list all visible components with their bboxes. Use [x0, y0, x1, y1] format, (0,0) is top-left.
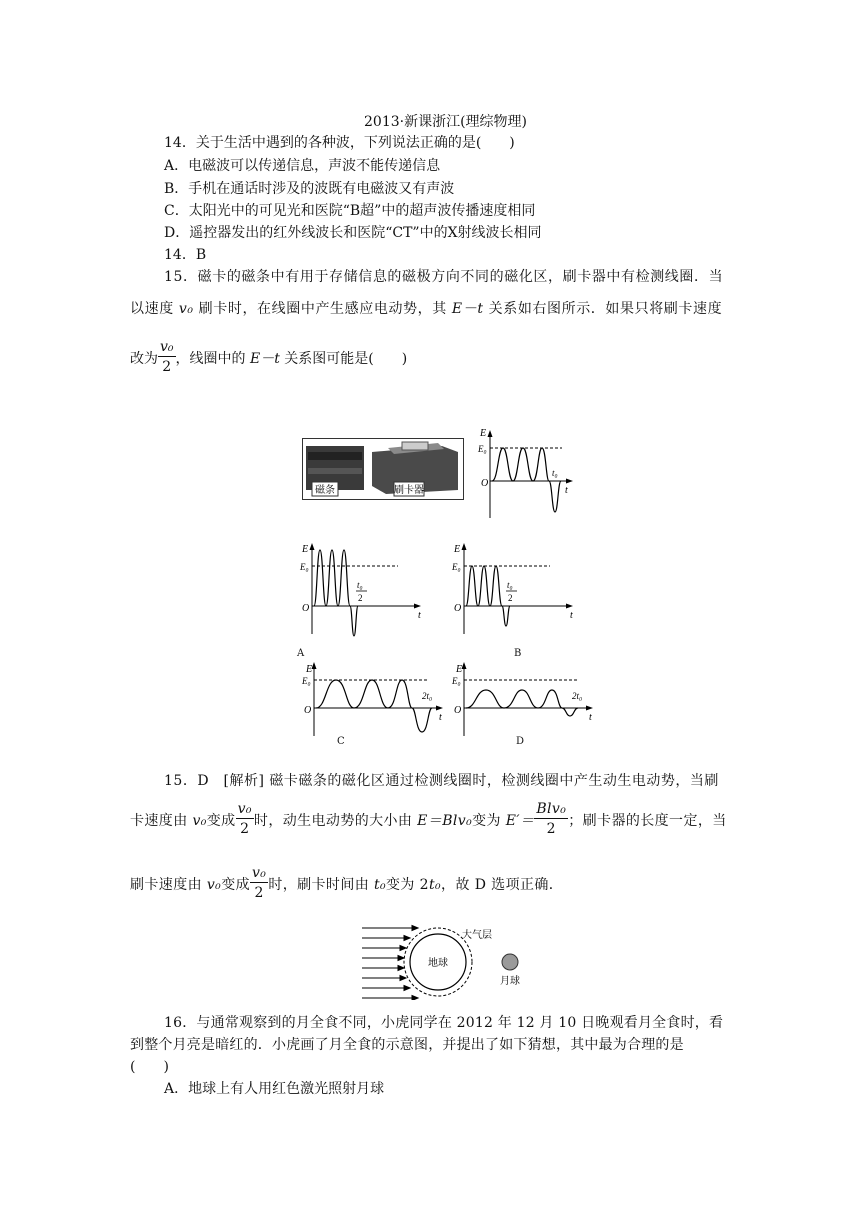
question-stem: 16．与通常观察到的月全食不同，小虎同学在 2012 年 12 月 10 日晚观看月全食时，看 — [164, 1015, 724, 1031]
question-stem: 14．关于生活中遇到的各种波，下列说法正确的是( ) — [164, 135, 515, 151]
question-stem-line-2: 到整个月亮是暗红的．小虎画了月全食的示意图，并提出了如下猜想，其中最为合理的是 — [130, 1037, 684, 1053]
tick-2t0: 2t₀ — [422, 691, 433, 701]
text: ，线圈中的 — [175, 351, 250, 367]
axis-e0-label: E₀ — [302, 676, 311, 686]
fraction-v0-over-2 — [250, 866, 268, 900]
tick-2t0: 2t₀ — [572, 691, 583, 701]
text: 变成 — [206, 813, 236, 829]
option-d: D．遥控器发出的红外线波长和医院“CT”中的X射线波长相同 — [164, 225, 542, 241]
text: 变为 — [472, 813, 506, 829]
denominator: 2 — [162, 359, 172, 375]
page-title: 2013·新课浙江(理综物理) — [364, 114, 528, 130]
text: 刷卡速度由 — [130, 877, 207, 893]
variable-t0: t₀ — [429, 877, 442, 893]
question-stem-line-2 — [130, 298, 722, 318]
fraction-blv0-over-2 — [534, 802, 568, 836]
option-c-graph — [298, 660, 448, 738]
axis-e0-label: E₀ — [478, 444, 487, 454]
option-b-graph — [450, 540, 580, 658]
card-reader-photo — [302, 438, 464, 500]
text: 改为 — [130, 351, 158, 367]
axis-t-label: t — [418, 610, 421, 621]
equation-e-prime: E′＝ — [505, 813, 535, 829]
axis-e0-label: E₀ — [452, 562, 461, 572]
axis-t-label: t — [589, 712, 592, 723]
label-magnetic-strip: 磁条 — [315, 485, 335, 496]
atmosphere-label: 大气层 — [462, 930, 492, 941]
solution-line-1: 15．D [解析] 磁卡磁条的磁化区通过检测线圈时，检测线圈中产生动生电动势，当刷 — [164, 773, 719, 789]
text: 卡速度由 — [130, 813, 193, 829]
axis-t-label: t — [570, 610, 573, 621]
origin-label: O — [454, 603, 462, 614]
fraction-v0-over-2 — [236, 802, 254, 836]
axis-e-label: E — [456, 664, 463, 675]
text: ，故 D 选项正确． — [441, 877, 564, 893]
axis-e0-label: E₀ — [300, 562, 309, 572]
text: ；刷卡器的长度一定，当 — [568, 813, 727, 829]
option-a-graph — [298, 540, 428, 658]
caption-d: D — [516, 736, 525, 747]
caption-a: A — [297, 648, 305, 659]
option-a: A．地球上有人用红色激光照射月球 — [164, 1081, 385, 1097]
tick-denominator: 2 — [508, 593, 513, 603]
origin-label: O — [302, 603, 310, 614]
text: 关系如右图所示．如果只将刷卡速度 — [483, 301, 723, 317]
axis-e0-label: E₀ — [452, 676, 461, 686]
earth-label: 地球 — [428, 958, 448, 969]
numerator: v₀ — [252, 865, 267, 881]
variable-e: E — [249, 351, 261, 367]
numerator: Blv₀ — [536, 801, 567, 817]
tick-denominator: 2 — [358, 593, 363, 603]
axis-t-label: t — [439, 712, 442, 723]
question-stem-line-3: ( ) — [130, 1059, 169, 1075]
axis-e-label: E — [480, 428, 487, 439]
origin-label: O — [304, 705, 312, 716]
axis-e-label: E — [302, 544, 309, 555]
text: 变成 — [221, 877, 250, 893]
solution-line-2 — [130, 801, 727, 838]
variable-v0: v₀ — [192, 813, 207, 829]
axis-e-label: E — [454, 544, 461, 555]
variable-t0: t₀ — [373, 877, 387, 893]
caption-c: C — [337, 736, 345, 747]
variable-t: －t — [462, 301, 484, 317]
fraction-v0-over-2 — [158, 340, 176, 374]
numerator: v₀ — [237, 801, 252, 817]
axis-e-label: E — [306, 664, 313, 675]
solution-line-3 — [130, 865, 564, 902]
origin-label: O — [454, 705, 462, 716]
label-card-reader: 刷卡器 — [394, 485, 424, 496]
denominator: 2 — [240, 821, 250, 837]
question-stem: 15．磁卡的磁条中有用于存储信息的磁极方向不同的磁化区，刷卡器中有检测线圈．当 — [164, 269, 724, 285]
axis-t-label: t — [565, 485, 568, 496]
moon-label: 月球 — [500, 976, 520, 987]
text: 时，动生电动势的大小由 — [253, 813, 418, 829]
text: 关系图可能是( ) — [279, 351, 408, 367]
text: 变为 2 — [386, 877, 429, 893]
moon-circle — [502, 954, 518, 970]
eclipse-diagram — [360, 922, 528, 1000]
denominator: 2 — [546, 821, 556, 837]
original-graph — [476, 428, 586, 524]
option-d-graph — [448, 660, 598, 738]
origin-label: O — [481, 478, 489, 489]
question-stem-line-3 — [130, 339, 408, 376]
text: 时，刷卡时间由 — [268, 877, 374, 893]
denominator: 2 — [254, 885, 264, 901]
variable-v0: v₀ — [206, 877, 222, 893]
option-a: A．电磁波可以传递信息，声波不能传递信息 — [164, 158, 441, 174]
answer: 14．B — [164, 247, 207, 263]
text: 刷卡时，在线圈中产生感应电动势，其 — [193, 301, 452, 317]
tick-t0: t₀ — [552, 468, 558, 478]
equation-e-blv0: E＝Blv₀ — [417, 813, 473, 829]
variable-e: E — [451, 301, 463, 317]
tick-t0-numerator: t₀ — [357, 580, 363, 590]
option-b: B．手机在通话时涉及的波既有电磁波又有声波 — [164, 181, 455, 197]
text: 以速度 — [130, 301, 179, 317]
numerator: v₀ — [160, 339, 174, 355]
tick-t0-numerator: t₀ — [507, 580, 513, 590]
option-c: C．太阳光中的可见光和医院“B超”中的超声波传播速度相同 — [164, 203, 536, 219]
variable-v0: v₀ — [178, 301, 194, 317]
caption-b: B — [514, 648, 522, 659]
variable-t: －t — [260, 351, 280, 367]
